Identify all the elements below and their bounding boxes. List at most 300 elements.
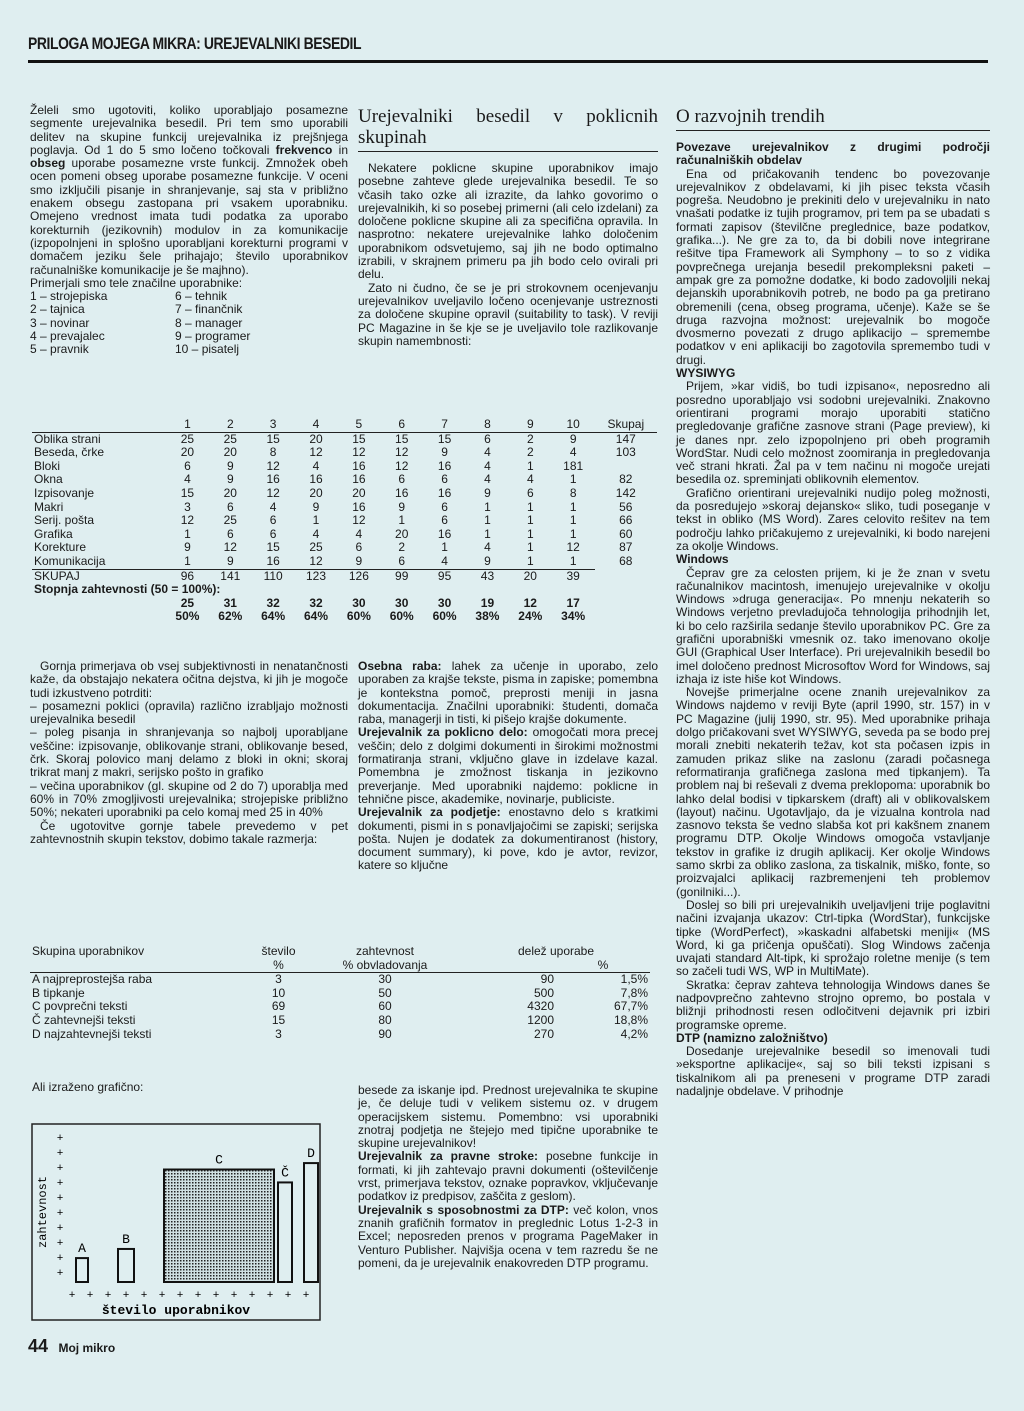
table-cell: 16	[352, 472, 366, 487]
table-cell: 38%	[475, 609, 500, 624]
table-cell: 103	[615, 445, 636, 460]
table-cell: 32	[309, 595, 323, 610]
table-cell: 15	[423, 432, 466, 446]
table-row-stopnja-label	[32, 583, 657, 597]
table-cell: 6	[184, 458, 191, 473]
table-cell: D najzahtevnejši teksti	[32, 1026, 152, 1041]
table-cell: 4320	[527, 999, 554, 1014]
table-cell: 1	[569, 472, 577, 487]
table-cell: 20	[509, 569, 552, 583]
row-label: Makri	[34, 499, 64, 514]
chart-caption: Ali izraženo grafično:	[32, 1080, 144, 1094]
table-cell: 6	[441, 513, 448, 528]
table-cell: 30	[378, 972, 392, 987]
table-header: Skupaj	[607, 417, 645, 431]
table-header: 6	[398, 417, 406, 431]
chart-bar-label: Č	[281, 1165, 289, 1181]
table-cell: 4	[526, 472, 534, 487]
table-cell: 110	[252, 569, 295, 583]
chart-svg	[30, 1122, 322, 1322]
table-cell: Č zahtevnejši teksti	[32, 1012, 136, 1027]
table-cell: 12	[395, 458, 409, 473]
table-cell: 3	[275, 1026, 282, 1041]
table-row	[32, 528, 657, 542]
row-label: SKUPAJ	[32, 569, 166, 583]
table-row	[32, 487, 657, 501]
complexity-chart	[30, 1122, 322, 1322]
role-item: 6 – tehnik	[175, 289, 228, 304]
table-cell: 50%	[175, 609, 200, 624]
table-cell: 16	[309, 472, 323, 487]
table-header: 10	[566, 417, 580, 431]
table-cell: 2	[509, 432, 552, 446]
table-row-skupaj	[32, 569, 657, 583]
axis-tick-x: +	[176, 1290, 184, 1302]
row-label: Grafika	[34, 526, 73, 541]
table-header: 7	[441, 417, 448, 431]
table-header: Skupina uporabnikov	[32, 944, 145, 958]
column-poklicne-skupine	[358, 106, 658, 348]
table-cell: 9	[398, 499, 406, 514]
table-cell: 31	[223, 595, 237, 610]
table-cell: 123	[295, 569, 338, 583]
section-title-trendi: O razvojnih trendih	[676, 106, 990, 131]
table-cell: 4	[441, 553, 448, 568]
table-row	[30, 1014, 650, 1028]
chart-bar	[304, 1163, 318, 1282]
role-item: 7 – finančnik	[175, 302, 243, 317]
table-cell: 1	[569, 526, 577, 541]
table-header: število	[261, 944, 296, 958]
table-cell: 6	[526, 485, 534, 500]
role-item: 8 – manager	[175, 315, 243, 330]
row-label: Oblika strani	[32, 432, 166, 446]
table-cell: 25	[180, 595, 195, 610]
category-text: enostavno delo s kratkimi dokumenti, pismi in s ponavljajočimi se zapiski; serijska pošta. Nujen je dodatek za dokumentiranost (history, document summary), ki pove, kdo je avtor, revizor, katere so ključne	[358, 805, 658, 873]
table-cell: 4,2%	[620, 1026, 648, 1041]
table-cell: 1	[569, 513, 577, 528]
table-row	[32, 541, 657, 555]
row-label: Stopnja zahtevnosti (50 = 100%):	[34, 582, 221, 597]
table-cell: 15	[380, 432, 423, 446]
magazine-name: Moj mikro	[58, 1341, 116, 1355]
table-cell: 69	[271, 999, 286, 1014]
table-cell: 1	[526, 553, 534, 568]
intro-bold-frekvenco: frekvenco	[275, 142, 333, 157]
table-cell: 12	[309, 553, 323, 568]
table-header: 4	[312, 417, 320, 431]
chart-ylabel: zahtevnost	[36, 1175, 50, 1249]
table-cell: A najpreprostejša raba	[32, 972, 153, 987]
table-cell: 4	[484, 458, 491, 473]
table-cell: 30	[395, 595, 409, 610]
intro-roles-lead: Primerjali smo tele značilne uporabnike:	[30, 275, 243, 290]
role-item: 10 – pisatelj	[175, 342, 240, 357]
table-cell: 1	[484, 526, 491, 541]
table-cell: 3	[275, 972, 282, 987]
table-cell	[32, 597, 166, 611]
table-cell: 25	[166, 432, 209, 446]
table-header: 1	[184, 417, 191, 431]
paragraph: Če ugotovitve gornje tabele prevedemo v pet zahtevnostnih skupin tekstov, dobimo takale razmerja:	[30, 818, 348, 846]
table-cell: 4	[269, 499, 277, 514]
table-cell: 32	[266, 595, 280, 610]
row-label: Bloki	[34, 458, 61, 473]
table-cell: 4	[312, 526, 320, 541]
subheading: DTP (namizno založništvo)	[676, 1030, 828, 1045]
table-cell: 95	[423, 569, 466, 583]
row-label: Komunikacija	[34, 553, 106, 568]
axis-tick-y: +	[56, 1223, 64, 1235]
paragraph: Čeprav gre za celosten prijem, ki je že znan v svetu računalnikov macintosh, imenujejo urejevalnike v okolju Windows »druga generacija«. Po mnenju nekaterih so Windows verjetno prevladujoča tehnologija prihodnjih let, ki bo celo razširila sedanje število uporabnikov PC. Gre za grafični uporabniški vmesnik oz. tako imenovano okolje GUI (Graphical User Interface). Pri urejevalnikih besedil bo imel določeno prednost Microsoftov Word for Windows, saj izhaja iz iste hiše kot Windows.	[676, 565, 990, 686]
table-cell: 15	[271, 1012, 286, 1027]
table-cell: 12	[352, 445, 366, 460]
table-cell: 90	[540, 972, 554, 987]
table-cell: 6	[269, 526, 277, 541]
table-cell: 12	[566, 540, 580, 555]
row-label: Serij. pošta	[34, 513, 95, 528]
table-header	[32, 418, 166, 432]
table-cell: 4	[484, 540, 491, 555]
table-cell: 15	[337, 432, 380, 446]
paragraph: Ena od pričakovanih tendenc bo povezovanje urejevalnikov z obdelavami, ki jih pisec teksta včasih pogreša. Neudobno je prekiniti delo v urejevalniku in nato vnašati podatke iz tujih programov, pri tem pa se ubadati s formati zapisov (številčne preglednice, baze podatkov, grafika...). Ne gre za to, da bi dobili nove integrirane rešitve tipa Framework ali Symphony – to so z vidika povprečnega urejanja besedil prekompleksni paketi – ampak gre za pomožne dodatke, ki bodo zadovoljili nekaj dejanskih uporabnikovih potreb, ne bodo pa ga pretirano obremenili (cena, obseg programa, učenje). Kaže se še druga razvojna možnost: urejevalnik bo mogoče dvosmerno povezati z drugo aplikacijo – spremembe podatkov v eni aplikaciji bo zagotovila spremembo tudi v drugi.	[676, 166, 990, 367]
paragraph: Grafično orientirani urejevalniki nudijo poleg možnosti, da posredujejo »skoraj dejansko« sliko, tudi poseganje v tekst in obliko (MS Word). Zares celovito rešitev na tem področju lahko pričakujemo z urejevalniki, ki bodo narejeni za okolje Windows.	[676, 485, 990, 553]
table-header	[30, 959, 249, 973]
list-item: – poleg pisanja in shranjevanja so najbolj uporabljane veščine: izpisovanje, oblikovanje strani, oblikovanje besed, črk. Skoraj polovico manj delamo z bloki in okni; skoraj trikrat manj z makri, serijsko pošto in grafiko	[30, 725, 348, 780]
table-cell: 50	[378, 985, 392, 1000]
table-header: %	[249, 959, 308, 973]
table-cell: 39	[552, 569, 595, 583]
table-cell: 16	[266, 472, 280, 487]
table-cell: 1	[526, 499, 534, 514]
paragraph: Dosedanje urejevalnike besedil so imenovali tudi »eksportne aplikacije«, saj so bili teksti izpisani s tiskalnikom ali pa preneseni v programe DTP zaradi nadaljnje obdelave. V prihodnje	[676, 1044, 990, 1099]
column-razvojni-trendi	[676, 106, 990, 1098]
table-cell: 20	[395, 526, 409, 541]
table-cell: 1	[526, 513, 534, 528]
table-cell: 34%	[561, 609, 586, 624]
table-cell: 30	[437, 595, 452, 610]
table-cell: 60	[619, 526, 633, 541]
table-cell: 20	[309, 485, 323, 500]
table-cell: 9	[552, 432, 595, 446]
table-cell: 25	[223, 513, 237, 528]
table-cell: 1	[184, 553, 191, 568]
table-cell: 1	[484, 513, 491, 528]
table-header: % obvladovanja	[308, 959, 462, 973]
table-header	[462, 959, 556, 973]
chart-bar	[76, 1258, 88, 1282]
table-cell: 66	[619, 513, 633, 528]
axis-tick-y: +	[56, 1268, 64, 1280]
category-label: Urejevalnik za pravne stroke:	[358, 1149, 538, 1164]
table-cell: 6	[226, 499, 234, 514]
categories-text-cont	[358, 1084, 658, 1270]
subheading: Windows	[676, 552, 729, 567]
table-cell: 147	[595, 432, 657, 446]
table-cell: 6	[441, 472, 448, 487]
axis-tick-x: +	[194, 1290, 202, 1302]
table-cell: 15	[180, 485, 195, 500]
role-item: 2 – tajnica	[30, 302, 85, 317]
table-cell: 56	[619, 499, 633, 514]
intro-part: Želeli smo ugotoviti, koliko uporabljajo posamezne segmente urejevalnika besedil. Pri tem smo uporabili delitev na skupine funkcij urejevalnika iz prejšnjega poglavja. Od 1 do 5 smo ločeno točkovali	[30, 103, 348, 157]
table-cell: 6	[226, 526, 234, 541]
table-cell: 12	[180, 513, 195, 528]
axis-tick-y: +	[56, 1148, 64, 1160]
usage-table	[32, 418, 657, 624]
subheading: WYSIWYG	[676, 366, 736, 381]
chart-bar	[164, 1170, 274, 1283]
table-cell: 1,5%	[620, 972, 648, 987]
axis-tick-x: +	[212, 1290, 220, 1302]
table-header: 2	[226, 417, 234, 431]
table-cell: 1	[526, 526, 534, 541]
table-cell: 500	[533, 985, 554, 1000]
intro-part: in	[338, 142, 348, 157]
table-cell: 9	[226, 472, 234, 487]
table-cell: 80	[378, 1012, 392, 1027]
table-cell: 16	[437, 485, 452, 500]
table-cell: 12	[223, 540, 237, 555]
table-cell: 270	[533, 1026, 554, 1041]
table-cell: 6	[355, 540, 363, 555]
table-cell: 12	[309, 445, 323, 460]
table-cell: 20	[295, 432, 338, 446]
list-item: – posamezni poklici (opravila) različno izrabljajo možnosti urejevalnika besedil	[30, 698, 348, 727]
table-cell: 1	[441, 540, 448, 555]
categories-text	[358, 660, 658, 873]
table-header: 9	[526, 417, 534, 431]
table-cell: 12	[266, 485, 280, 500]
table-cell: 8	[569, 485, 577, 500]
table-cell: 67,7%	[613, 999, 648, 1014]
table-cell: 12	[395, 445, 409, 460]
table-cell: 15	[266, 540, 280, 555]
table-cell: 24%	[518, 609, 543, 624]
table-cell: 3	[184, 499, 191, 514]
table-header-row	[32, 418, 657, 432]
table-cell: 68	[619, 554, 633, 569]
intro-part: uporabe posamezne vrste funkcij. Zmnožek obeh ocen pomeni obseg uporabe posamezne funkcije. V oceni smo izključili pisanje in shranjevanje, saj sta v približno enakem obsegu zastopana pri vsakem uporabniku. Omejeno vrednost imata tudi podatka za uporabo korekturnih (jezikovnih) modulov in za komunikacije (izpopolnjeni in splošno uporabljani korekturni programi v domačem jeziku šele prihajajo; število uporabnikov računalniške komunikacije je še majhno).	[30, 156, 348, 277]
section-title-poklicne: Urejevalniki besedil v poklicnih skupinah	[358, 106, 658, 152]
page-header	[28, 34, 988, 63]
table-cell: 16	[437, 526, 452, 541]
table-cell: 16	[266, 553, 280, 568]
table-cell: 60%	[346, 609, 371, 624]
category-label: Urejevalnik s sposobnostmi za DTP:	[358, 1202, 569, 1217]
table-cell: 43	[466, 569, 509, 583]
table-header: 3	[269, 417, 277, 431]
axis-tick-y: +	[56, 1178, 64, 1190]
table-row	[30, 973, 650, 987]
table-cell: 2	[398, 540, 406, 555]
axis-tick-x: +	[266, 1290, 274, 1302]
axis-tick-x: +	[158, 1290, 166, 1302]
chart-bar-label: A	[78, 1241, 86, 1257]
table-cell: 1	[569, 553, 577, 568]
table-cell: 96	[166, 569, 209, 583]
table-cell: C povprečni teksti	[32, 999, 128, 1014]
table-cell: 60%	[389, 609, 414, 624]
table-cell: B tipkanje	[32, 985, 85, 1000]
table-cell: 19	[480, 595, 495, 610]
chart-bar-label: D	[307, 1146, 315, 1162]
category-text: omogočati mora precej veščin; delo z dolgimi dokumenti in širokimi možnostmi formatiranja strani, vključno glave in izdelave kazal. Pomembna je zmožnost tiskanja in jezikovno preverjanje. Med uporabniki najdemo: poklicne in tehnične pisce, akademike, novinarje, publiciste.	[358, 725, 659, 806]
roles-list	[30, 290, 348, 356]
table-row	[32, 501, 657, 515]
category-label: Osebna raba:	[358, 659, 442, 673]
table-cell: 2	[526, 445, 534, 460]
chart-bar	[278, 1182, 292, 1282]
table-cell: 1	[569, 499, 577, 514]
list-item: – večina uporabnikov (gl. skupine od 2 do 7) uporablja med 60% in 70% zmogljivosti urejevalnika; strojepiske približno 50%; nekateri uporabniki pa celo komaj med 25 in 40%	[30, 778, 348, 820]
row-label: Korekture	[34, 540, 87, 555]
paragraph: Novejše primerjalne ocene znanih urejevalnikov za Windows najdemo v reviji Byte (april 1990, str. 157) in v PC Magazine (julij 1990, str. 95). Med uporabnike prihaja dolgo pričakovani svet WYSIWYG, seveda pa se bodo prej morali znebiti nekaterih težav, kot sta počasen izpis in zamuden prikaz slike na zaslonu (zaradi počasnega reformatiranja grafičnega zaslona med tipkanjem). Ta problem naj bi reševali z dvema preklopoma: uporabnik bo lahko delal bodisi v tipkarskem (draft) ali v oblikovalskem (layout) načinu. Ugotavljajo, da je vizualna kontrola nad zasnovo teksta še vedno slabša kot pri kakšnem znanem programu DTP. Okolje Windows omogoča vstavljanje tekstov in grafike iz drugih aplikacij. Ker okolje Windows samo skrbi za obliko zaslona, za tiskalnik, miško, fonte, so proizvajalci aplikacij razbremenjeni teh problemov (gonilniki...).	[676, 685, 990, 899]
intro-text	[30, 104, 348, 357]
table-cell: 16	[395, 485, 409, 500]
axis-tick-y: +	[56, 1208, 64, 1220]
role-item: 3 – novinar	[30, 315, 90, 330]
table-cell: 4	[184, 472, 191, 487]
table-cell: 90	[378, 1026, 392, 1041]
axis-tick-x: +	[122, 1290, 130, 1302]
table-cell: 9	[441, 445, 448, 460]
table-row-stopnja	[32, 597, 657, 611]
paragraph: Skratka: čeprav zahteva tehnologija Windows danes še nadpovprečno zahtevno strojno opremo, bo postala v bližnji prihodnosti resen odločitveni dejavnik pri izbiri programske opreme.	[676, 977, 990, 1032]
table-cell: 9	[184, 540, 191, 555]
table-cell: 6	[466, 432, 509, 446]
axis-tick-x: +	[230, 1290, 238, 1302]
table-row	[32, 432, 657, 446]
table-cell: 10	[271, 985, 286, 1000]
table-cell: 4	[484, 472, 491, 487]
table-cell: 82	[619, 472, 633, 487]
paragraph: Doslej so bili pri urejevalnikih uveljavljeni trije poglavitni načini izvajanja ukazov: Ctrl-tipka (WordStar), funkcijske tipke (WordPerfect), »kaskadni alfabetski meniji« (MS Word, ki ga pričenja opuščati). Slog Windows začenja uvajati standard Alt-tipk, ki sprožajo roletne menije (s tem so začeli tudi WS, WP in MultiMate).	[676, 897, 990, 979]
paragraph: Prijem, »kar vidiš, bo tudi izpisano«, neposredno ali posredno uporabljajo vsi sodobni urejevalniki. Znakovno orientirani programi morajo uporabiti statično pregledovanje grafične zasnove strani (Page preview), ki je danes npr. zelo izpopolnjeno pri obeh programih WordStar. Nudi celo možnost zoomiranja in pregledovanja več strani hkrati. Žal pa v tem načinu ni mogoče urejati besedila oz. spreminjati oblikovnih elementov.	[676, 379, 990, 487]
table-cell: 4	[484, 445, 491, 460]
axis-tick-y: +	[56, 1163, 64, 1175]
table-cell: 6	[441, 499, 448, 514]
role-item: 9 – programer	[175, 329, 251, 344]
table-cell: 60%	[432, 609, 457, 624]
header-title: PRILOGA MOJEGA MIKRA: UREJEVALNIKI BESEDIL	[28, 34, 366, 54]
table-cell: 126	[337, 569, 380, 583]
table-cell: 12	[266, 458, 280, 473]
table-cell: 16	[352, 499, 366, 514]
table-row	[32, 460, 657, 474]
table-cell: 1	[526, 540, 534, 555]
subheading: Povezave urejevalnikov z drugimi področji računalniških obdelav	[676, 140, 990, 168]
paragraph: Nekatere poklicne skupine uporabnikov imajo posebne zahteve glede urejevalnika besedil. Te so včasih tako ozke ali izrazite, da lahko govorimo o urejevalnikih, ki so posebej primerni (ali celo izdelani) za določene poklicne skupine ali za specifična opravila. In nasprotno: nekatere urejevalnike lahko določenim uporabnikom odsvetujemo, saj jih ne bodo optimalno izrabili, v skrajnem primeru pa jih bodo celo ovirali pri delu.	[358, 161, 658, 282]
table-cell: 6	[269, 513, 277, 528]
table-cell: 16	[437, 458, 452, 473]
table-cell: 18,8%	[613, 1012, 648, 1027]
table-cell: 7,8%	[620, 985, 648, 1000]
table-cell: 64%	[303, 609, 329, 624]
table-cell: 1	[526, 458, 534, 473]
table-cell: 20	[223, 485, 237, 500]
intro-bold-obseg: obseg	[30, 156, 66, 171]
row-label: Beseda, črke	[34, 445, 105, 460]
table-cell: 62%	[218, 609, 243, 624]
category-label: Urejevalnik za poklicno delo:	[358, 725, 528, 740]
axis-tick-x: +	[284, 1290, 292, 1302]
row-label: Okna	[34, 472, 63, 487]
table-header: 8	[484, 417, 491, 431]
table-cell: 99	[380, 569, 423, 583]
axis-tick-x: +	[302, 1290, 310, 1302]
table-cell: 141	[209, 569, 252, 583]
chart-bar-label: B	[122, 1231, 130, 1247]
axis-tick-x: +	[86, 1290, 94, 1302]
page-footer	[28, 1336, 115, 1357]
table-cell: 1	[184, 526, 191, 541]
findings-text	[30, 660, 348, 846]
paragraph: Gornja primerjava ob vsej subjektivnosti in nenatančnosti kaže, da obstajajo nekatera očitna dejstva, ki jih je mogoče tudi izkustveno potrditi:	[30, 659, 348, 700]
page-number: 44	[28, 1336, 49, 1356]
axis-tick-y: +	[56, 1238, 64, 1250]
table-cell: 64%	[261, 609, 286, 624]
axis-tick-x: +	[140, 1290, 148, 1302]
table-header: delež uporabe	[517, 944, 595, 958]
role-item: 1 – strojepiska	[30, 289, 108, 304]
table-cell: 142	[615, 485, 636, 500]
category-text: besede za iskanje ipd. Prednost urejevalnika te skupine je, če deluje tudi v velikem sistemu oz. v drugem operacijskem sistemu. Pomembno: vsi uporabniki znotraj podjetja ne štejejo med tipične uporabnike te skupine urejevalnikov!	[358, 1083, 658, 1151]
table-header: zahtevnost	[355, 944, 415, 958]
table-cell: 60	[378, 999, 392, 1014]
chart-bar-label: C	[215, 1152, 223, 1168]
row-label: Izpisovanje	[34, 485, 95, 500]
table-row	[30, 1028, 650, 1042]
table-cell	[595, 460, 657, 474]
table-cell: 25	[209, 432, 252, 446]
role-item: 4 – prevajalec	[30, 329, 105, 344]
axis-tick-y: +	[56, 1193, 64, 1205]
role-item: 5 – pravnik	[30, 342, 89, 357]
table-cell: 181	[563, 458, 584, 473]
table-row	[30, 987, 650, 1001]
table-row	[32, 473, 657, 487]
table-cell: 6	[398, 472, 406, 487]
table-header: %	[556, 959, 650, 973]
chart-xlabel: število uporabnikov	[101, 1303, 251, 1318]
table-row	[32, 555, 657, 569]
table-cell: 4	[312, 458, 320, 473]
table-cell: 87	[619, 540, 633, 555]
table-cell: 12	[523, 595, 537, 610]
axis-tick-x: +	[104, 1290, 112, 1302]
table-cell: 8	[269, 445, 277, 460]
table-cell: 25	[309, 540, 323, 555]
paragraph: Zato ni čudno, če se je pri strokovnem ocenjevanju urejevalnikov uveljavilo ločeno ocenjevanje ustreznosti za določene skupine opravil (suitability to task). V reviji PC Magazine in še kje se je uveljavilo tole razlikovanje skupin namembnosti:	[358, 280, 658, 348]
table-cell: 9	[312, 499, 320, 514]
category-text: lahek za učenje in uporabo, zelo uporaben za krajše tekste, pisma in zapiske; pomembna je kontekstna pomoč, preprosti meniji in jasna dokumentacija. Značilni uporabniki: študenti, domača raba, managerji in tisti, ki pišejo krajše dokumente.	[358, 659, 658, 727]
table-cell: 4	[355, 526, 363, 541]
table-row	[30, 1000, 650, 1014]
table-row	[32, 514, 657, 528]
axis-tick-x: +	[248, 1290, 256, 1302]
table-cell: 15	[252, 432, 295, 446]
category-text: posebne funkcije in formati, ki jih zahtevajo pravni dokumenti (oštevilčenje vrst, primerjava tekstov, oznake popravkov, vključevanje podatkov iz predpisov, zaščita z geslom).	[358, 1149, 658, 1204]
table-row-percent	[32, 610, 657, 624]
table-cell: 1	[312, 513, 320, 528]
table-cell: 20	[180, 445, 195, 460]
complexity-table	[30, 945, 650, 1041]
table-cell: 1200	[527, 1012, 554, 1027]
table-cell: 4	[569, 445, 577, 460]
category-label: Urejevalnik za podjetje:	[358, 805, 501, 820]
table-cell: 9	[226, 553, 234, 568]
